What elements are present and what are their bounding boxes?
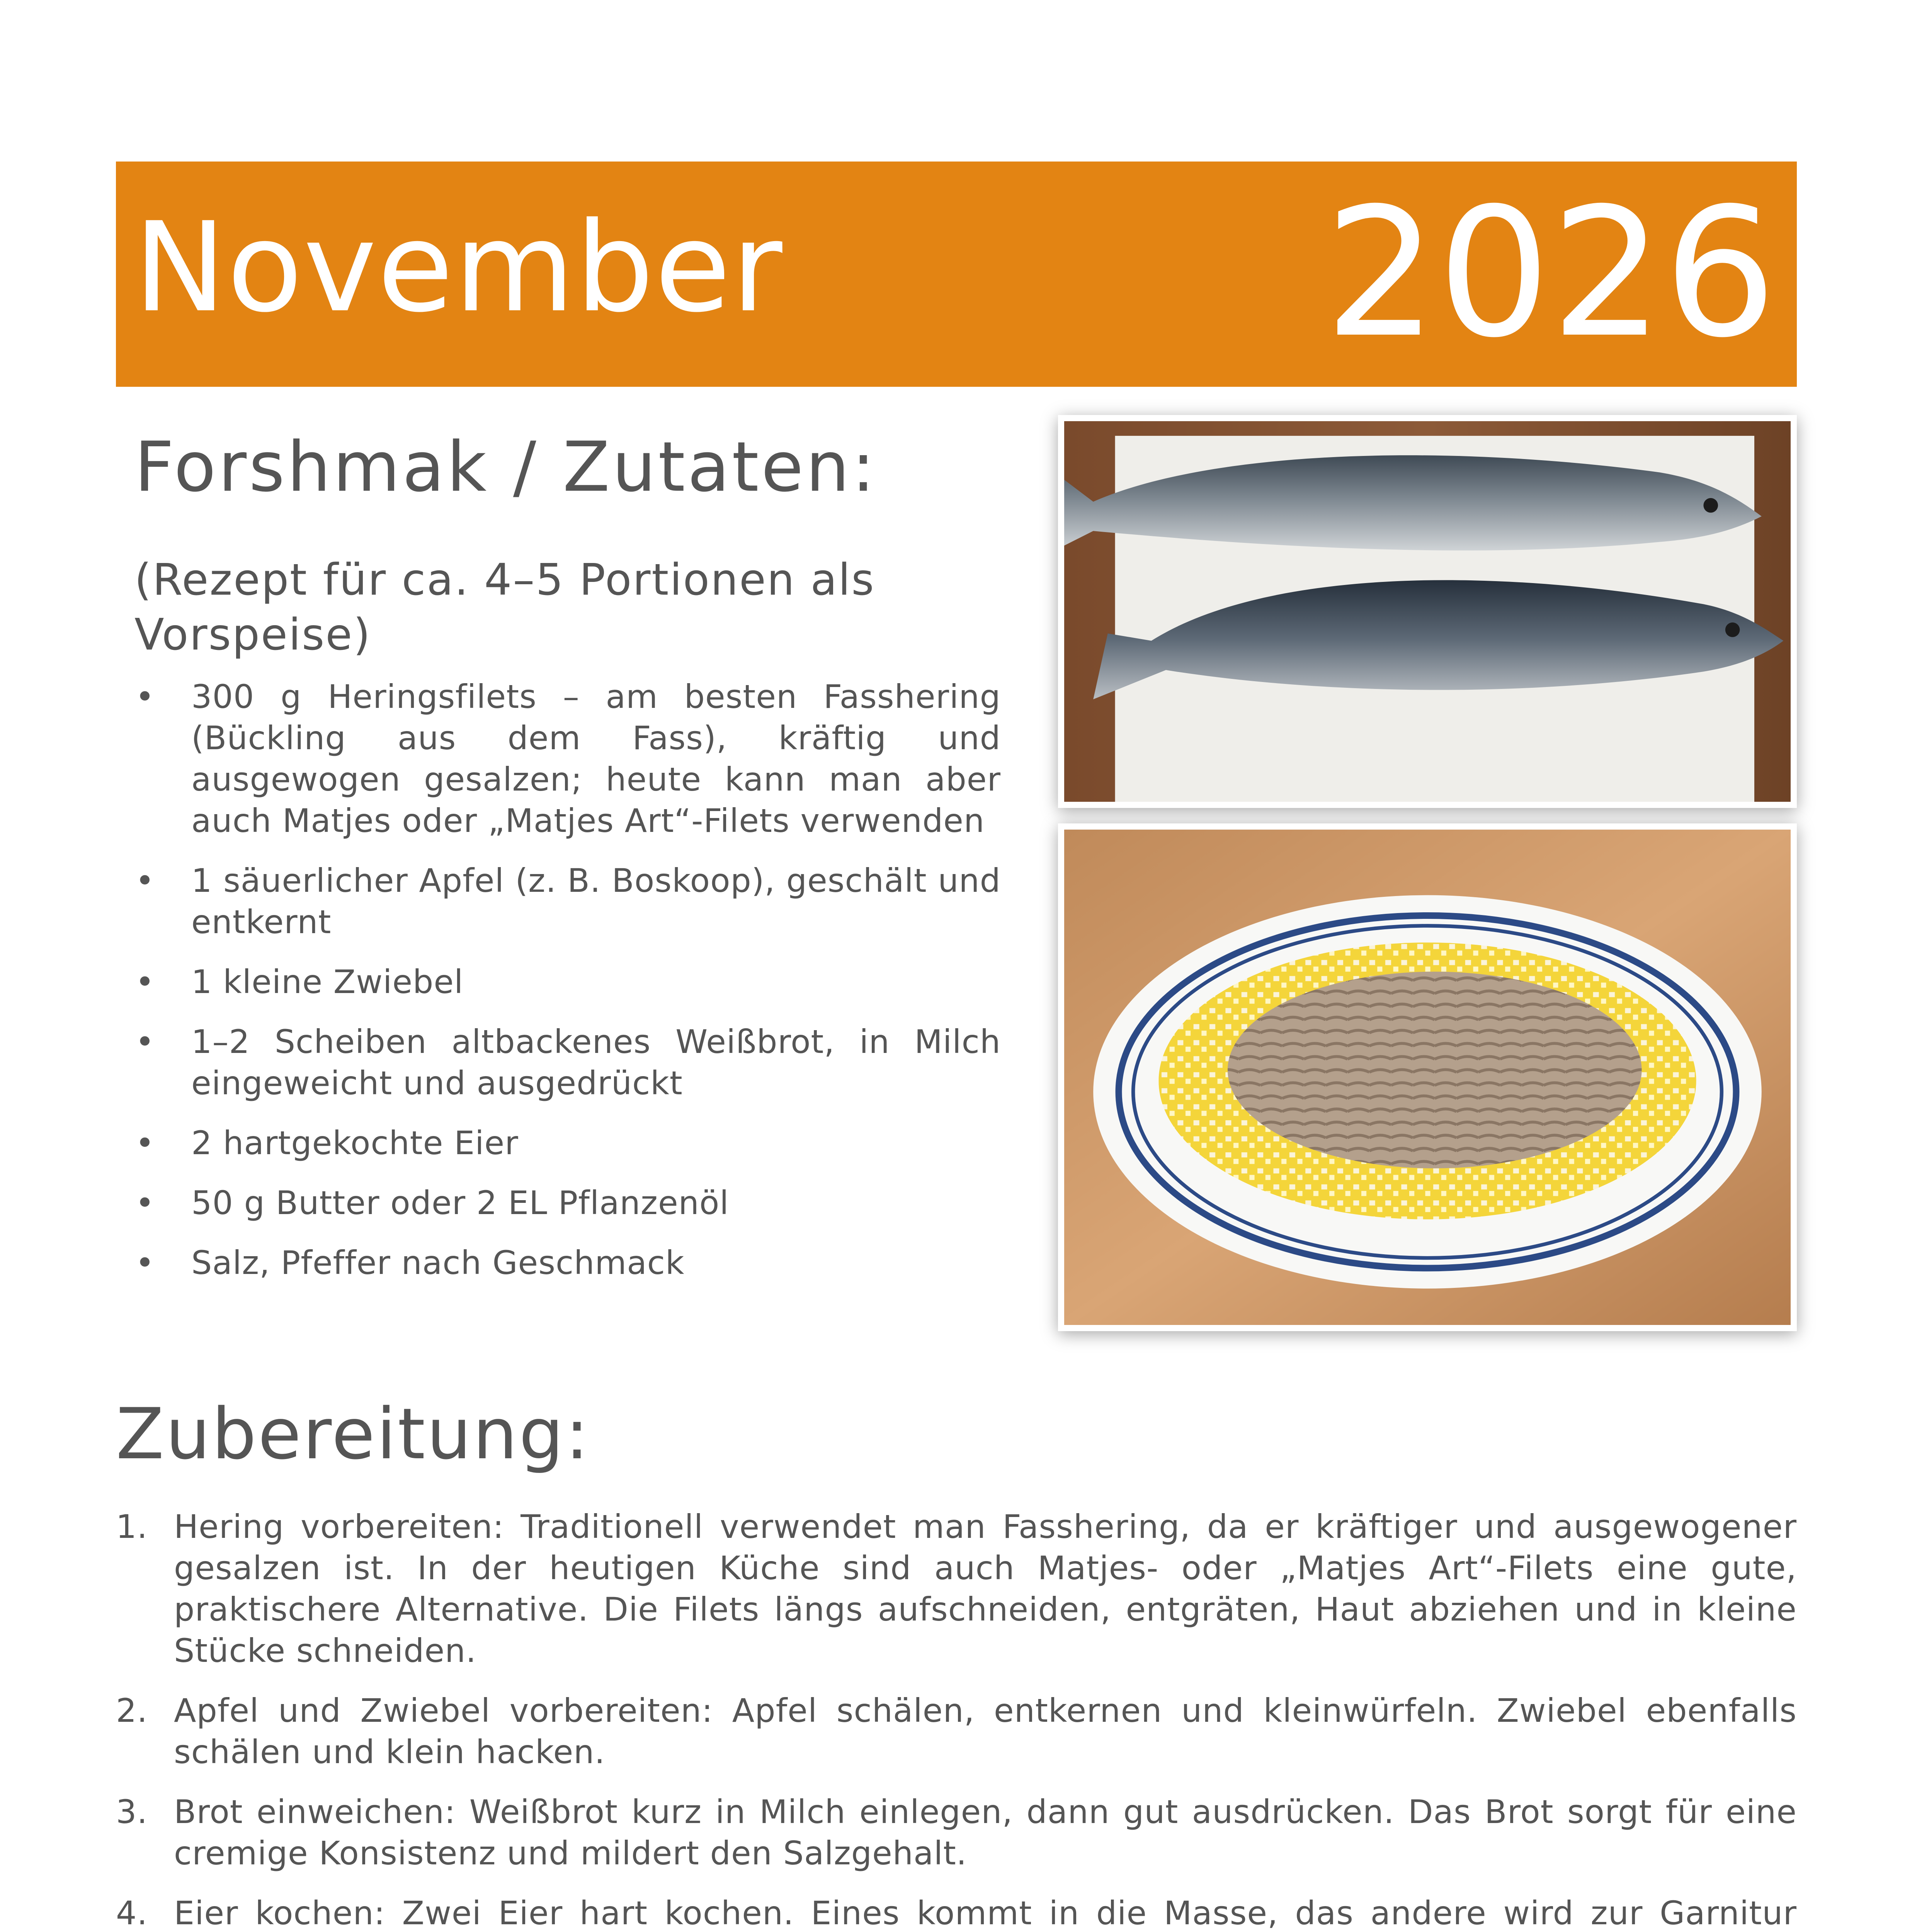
ingredient-item: • 300 g Heringsfilets – am besten Fasshering (Bückling aus dem Fass), kräftig und ausgewogen gesalzen; heute kann man aber auch Matjes oder „Matjes Art“-Filets verwenden bbox=[135, 676, 1001, 842]
step-text: Hering vorbereiten: Traditionell verwendet man Fasshering, da er kräftiger und ausgewogener gesalzen ist. In der heutigen Küche sind auch Matjes- oder „Matjes Art“-Filets eine gute, praktischere Alternative. Die Filets längs aufschneiden, entgräten, Haut abziehen und in kleine Stücke schneiden. bbox=[174, 1508, 1797, 1670]
ingredient-item: • 2 hartgekochte Eier bbox=[135, 1122, 1001, 1164]
step-item bbox=[116, 1690, 1797, 1773]
step-number: 1. bbox=[116, 1508, 148, 1546]
preparation-steps bbox=[116, 1506, 1797, 1932]
step-text: Brot einweichen: Weißbrot kurz in Milch einlegen, dann gut ausdrücken. Das Brot sorgt für eine cremige Konsistenz und mildert den Salzgehalt. bbox=[174, 1793, 1797, 1872]
herring-photo bbox=[1058, 415, 1797, 808]
preparation-title: Zubereitung: bbox=[116, 1393, 590, 1475]
forshmak-plate-photo bbox=[1058, 823, 1797, 1331]
step-number: 2. bbox=[116, 1692, 148, 1730]
step-item bbox=[116, 1791, 1797, 1874]
ingredient-item: • 1 kleine Zwiebel bbox=[135, 961, 1001, 1003]
ingredient-item: • 1 säuerlicher Apfel (z. B. Boskoop), geschält und entkernt bbox=[135, 860, 1001, 943]
ingredient-item: • Salz, Pfeffer nach Geschmack bbox=[135, 1242, 1001, 1284]
step-number: 4. bbox=[116, 1894, 148, 1932]
ingredient-item: • 1–2 Scheiben altbackenes Weißbrot, in Milch eingeweicht und ausgedrückt bbox=[135, 1021, 1001, 1104]
ingredients-list bbox=[135, 676, 1001, 1302]
month-title: November bbox=[134, 196, 783, 340]
step-item bbox=[116, 1893, 1797, 1932]
step-text: Apfel und Zwiebel vorbereiten: Apfel schälen, entkernen und kleinwürfeln. Zwiebel ebenfalls schälen und klein hacken. bbox=[174, 1692, 1797, 1771]
step-number: 3. bbox=[116, 1793, 148, 1831]
ingredient-item: • 50 g Butter oder 2 EL Pflanzenöl bbox=[135, 1182, 1001, 1224]
step-text: Eier kochen: Zwei Eier hart kochen. Eines kommt in die Masse, das andere wird zur Garnitur bbox=[174, 1894, 1797, 1932]
year-title: 2026 bbox=[1324, 170, 1777, 377]
ingredients-subtitle: (Rezept für ca. 4–5 Portionen als Vorspeise) bbox=[134, 555, 875, 660]
ingredients-title: Forshmak / Zutaten: bbox=[134, 427, 878, 507]
step-item bbox=[116, 1506, 1797, 1672]
month-banner bbox=[116, 162, 1797, 387]
